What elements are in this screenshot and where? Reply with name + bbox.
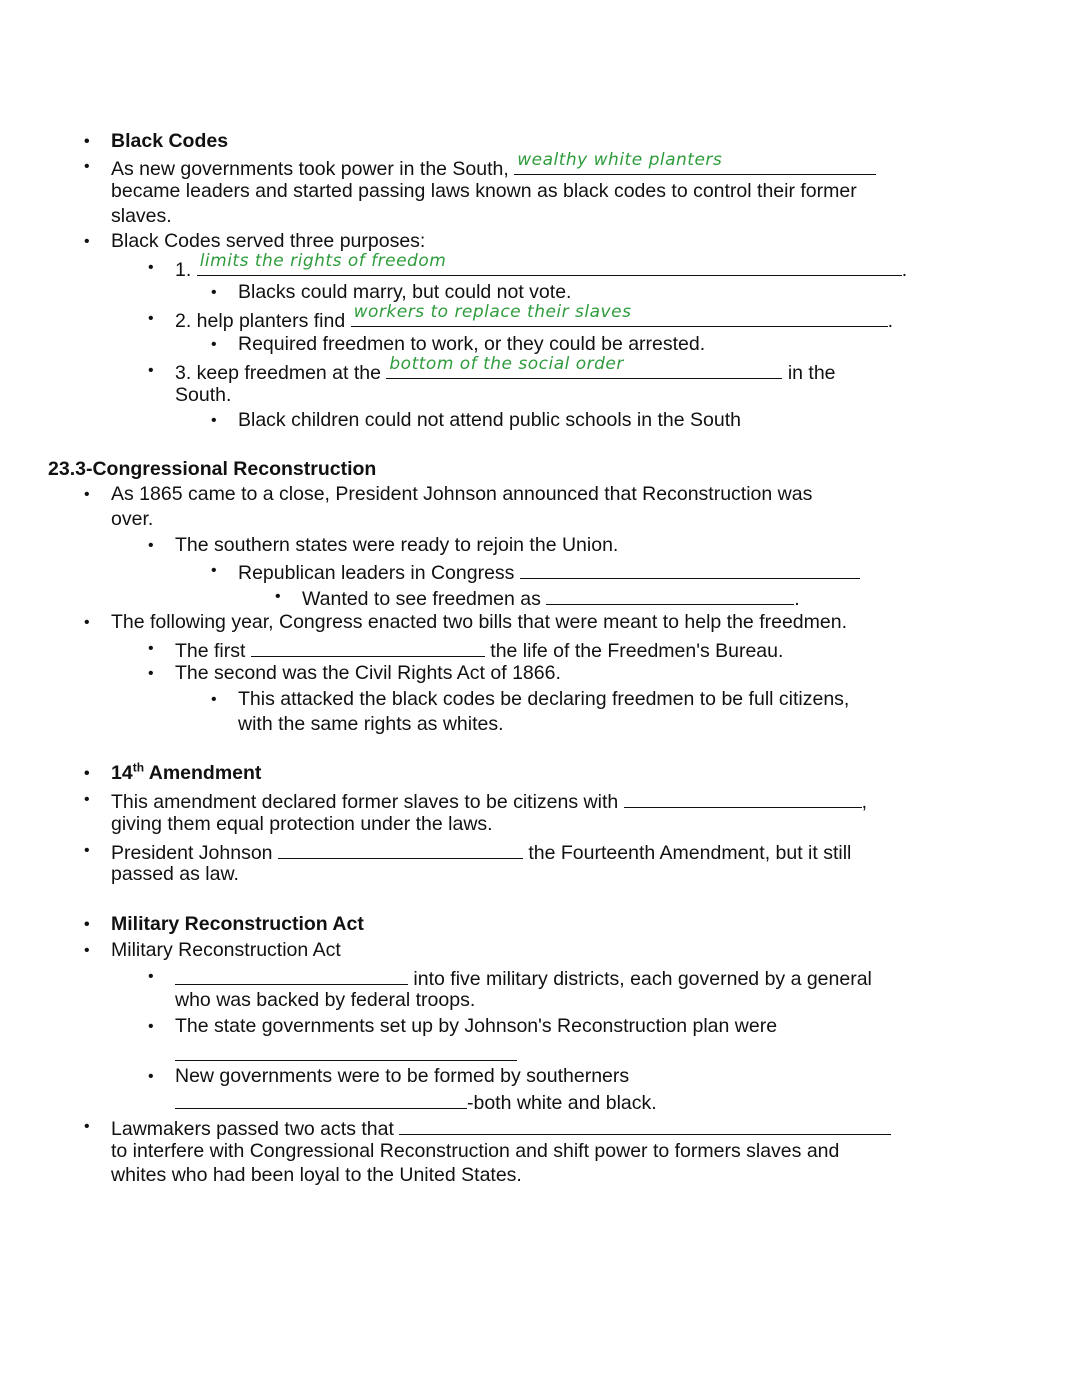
purpose-3-suffix: in the (787, 362, 836, 384)
purpose-3-answer: bottom of the social order (389, 353, 624, 374)
congress-b1-subsub (238, 558, 860, 587)
military-s1-line2: who was backed by federal troops. (175, 989, 476, 1011)
republican-leaders-text: Republican leaders in Congress (238, 562, 515, 584)
johnson-rest: the Fourteenth Amendment, but it still (528, 842, 852, 864)
purpose-3-prefix: 3. keep freedmen at the (175, 362, 381, 384)
johnson-blank (278, 838, 523, 859)
lawmakers-blank (399, 1114, 891, 1135)
amendment-b1-comma: , (861, 791, 868, 813)
congress-b2-second-sub2: with the same rights as whites. (238, 713, 504, 735)
military-heading: • Military Reconstruction Act (111, 912, 364, 938)
military-s2: • The state governments set up by Johnson's Reconstruction plan were (175, 1014, 777, 1040)
amendment-suffix: th (132, 760, 145, 775)
lawmakers-text: Lawmakers passed two acts that (111, 1118, 394, 1140)
amendment-b2-line2: passed as law. (111, 863, 239, 885)
purpose-2-blank (351, 301, 888, 327)
first-bill-rest: the life of the Freedmen's Bureau. (490, 640, 784, 662)
amendment-b1-text: This amendment declared former slaves to be citizens with (111, 791, 619, 813)
amendment-b1-line2: giving them equal protection under the laws. (111, 813, 493, 835)
congress-b2-second: • The second was the Civil Rights Act of 1866. (175, 661, 561, 687)
intro-answer-blank (514, 149, 876, 175)
intro-answer: wealthy white planters (517, 149, 723, 170)
purpose-2-prefix: 2. help planters find (175, 310, 346, 332)
intro-line3: slaves. (111, 205, 172, 227)
amendment-14-heading (111, 761, 261, 787)
military-s1-text: into five military districts, each governed by a general (413, 968, 872, 990)
military-s2-blank (175, 1040, 517, 1061)
amendment-word: Amendment (148, 762, 262, 784)
first-bill-blank (251, 636, 485, 657)
military-s3: • New governments were to be formed by southerners (175, 1064, 629, 1090)
purpose-3-blank (386, 353, 782, 379)
congress-b1-subsubsub (302, 584, 800, 613)
intro-text: As new governments took power in the South, (111, 158, 509, 180)
freedmen-as-text: Wanted to see freedmen as (302, 588, 541, 610)
lawmakers-line2: to interfere with Congressional Reconstruction and shift power to formers slaves and (111, 1140, 840, 1162)
military-label: • Military Reconstruction Act (111, 938, 341, 964)
black-codes-heading: • Black Codes (111, 129, 228, 155)
purpose-3 (175, 353, 836, 387)
intro-line2: became leaders and started passing laws known as black codes to control their former (111, 180, 857, 202)
freedmen-as-period: . (794, 588, 800, 610)
purpose-1-prefix: 1. (175, 259, 192, 281)
congress-b2-second-sub1: • This attacked the black codes be declaring freedmen to be full citizens, (238, 687, 849, 713)
first-bill-text: The first (175, 640, 246, 662)
military-s3-line2 (175, 1088, 657, 1117)
purpose-2-period: . (887, 310, 894, 332)
purposes-label: • Black Codes served three purposes: (111, 229, 425, 255)
military-s3-text: -both white and black. (467, 1092, 657, 1114)
purpose-3-line2: South. (175, 384, 232, 406)
purpose-2-answer: workers to replace their slaves (353, 301, 632, 322)
purpose-2-detail: • Required freedmen to work, or they could be arrested. (238, 332, 705, 358)
congress-b1-sub: • The southern states were ready to rejoin the Union. (175, 533, 618, 559)
amendment-b1-blank (624, 787, 862, 808)
congress-b2: • The following year, Congress enacted two bills that were meant to help the freedmen. (111, 610, 847, 636)
purpose-2 (175, 301, 894, 335)
purpose-1-blank (197, 250, 902, 276)
military-s3-blank (175, 1088, 467, 1109)
lawmakers-line3: whites who had been loyal to the United States. (111, 1164, 522, 1186)
republican-leaders-blank (520, 558, 860, 579)
congress-b1-line1: • As 1865 came to a close, President Johnson announced that Reconstruction was (111, 482, 812, 508)
congress-b1-line2: over. (111, 508, 154, 530)
purpose-1-period: . (901, 259, 908, 281)
purpose-1-detail: • Blacks could marry, but could not vote. (238, 280, 571, 306)
military-s1-blank (175, 964, 408, 985)
freedmen-as-blank (546, 584, 794, 605)
purpose-1-answer: limits the rights of freedom (199, 250, 447, 271)
purpose-3-detail: • Black children could not attend public schools in the South (238, 408, 741, 434)
amendment-number: 14 (111, 762, 133, 784)
johnson-text: President Johnson (111, 842, 273, 864)
congressional-heading: 23.3-Congressional Reconstruction (48, 458, 377, 480)
